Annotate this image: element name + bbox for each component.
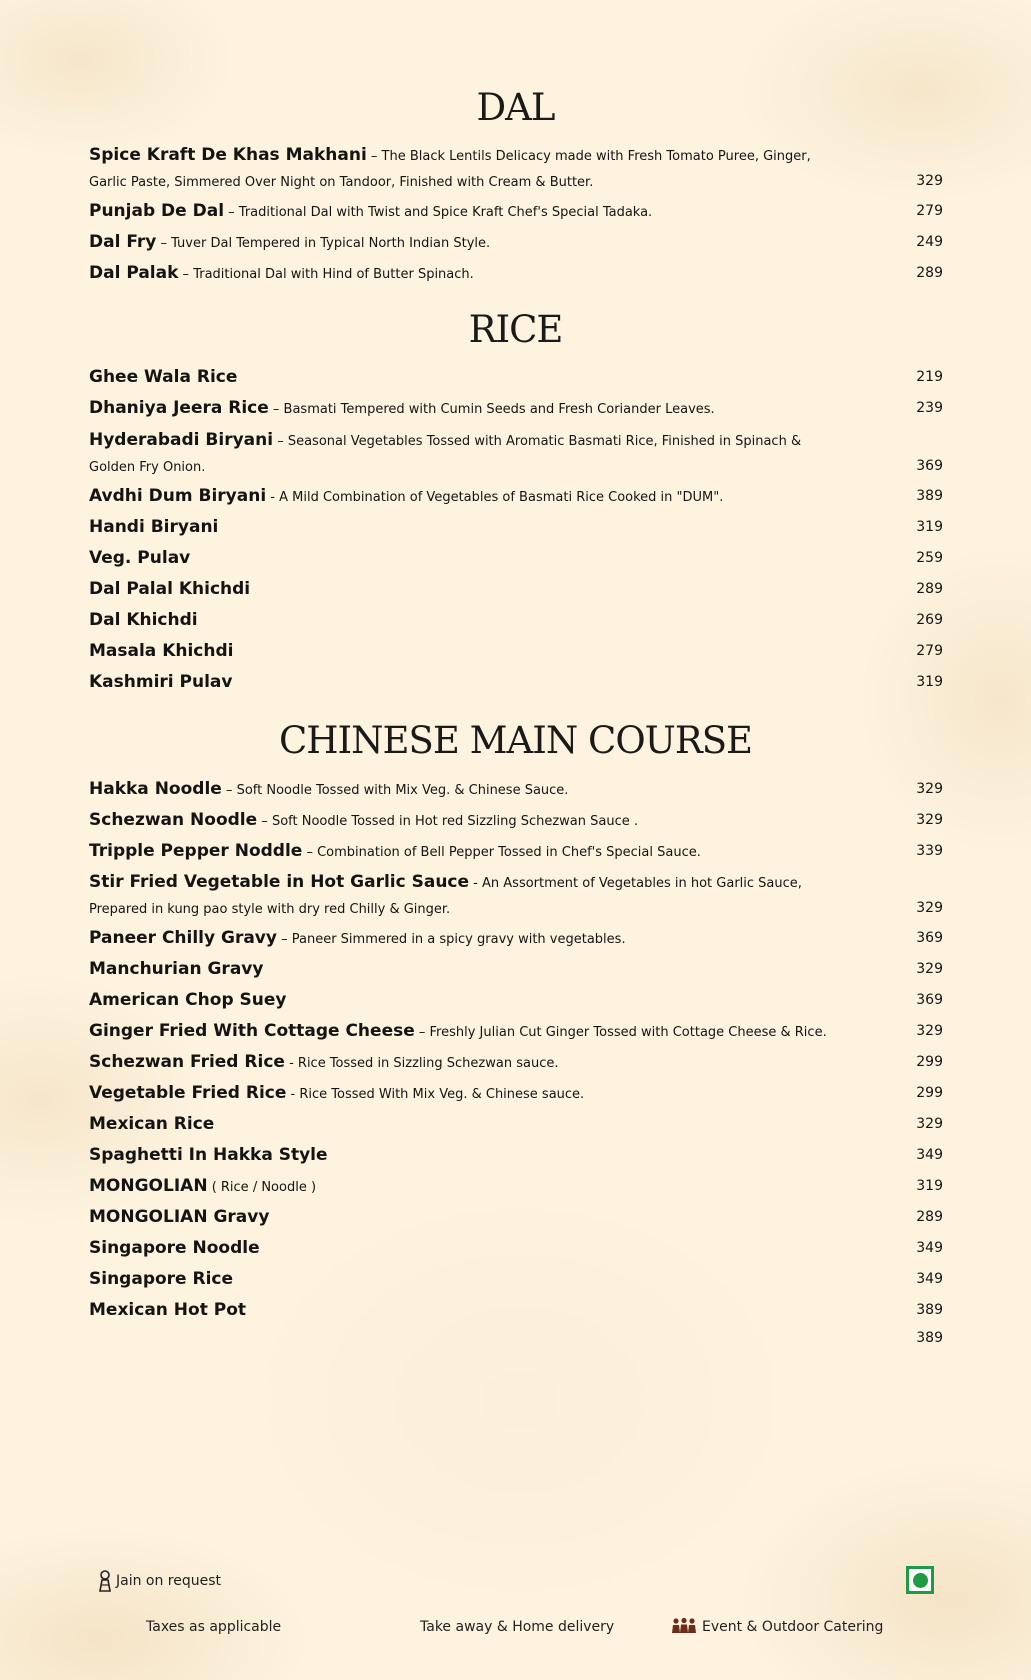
menu-item: Avdhi Dum Biryani - A Mild Combination of Vegetables of Basmati Rice Cooked in "DUM". 389 <box>89 486 943 506</box>
menu-item: Hyderabadi Biryani – Seasonal Vegetables Tossed with Aromatic Basmati Rice, Finished in Spinach & Golden Fry Onion. 369 <box>89 430 943 475</box>
item-price: 319 <box>916 1178 943 1194</box>
item-name: Mexican Rice <box>89 1114 215 1134</box>
item-name: Singapore Noodle <box>89 1238 260 1258</box>
menu-item <box>89 367 943 393</box>
menu-item <box>89 1145 943 1171</box>
item-price: 389 <box>916 488 943 504</box>
menu-item: Dal Fry – Tuver Dal Tempered in Typical North Indian Style. 249 <box>89 232 943 252</box>
item-name: Avdhi Dum Biryani <box>89 486 267 506</box>
menu-item <box>89 959 943 985</box>
item-description: An Assortment of Vegetables in hot Garlic Sauce, <box>482 876 802 891</box>
item-description: Rice Tossed in Sizzling Schezwan sauce. <box>297 1056 559 1071</box>
item-price: 299 <box>916 1054 943 1070</box>
item-name: Tripple Pepper Noddle <box>89 841 303 861</box>
menu-item: Punjab De Dal – Traditional Dal with Twist and Spice Kraft Chef's Special Tadaka. 279 <box>89 201 943 221</box>
menu-item <box>89 579 943 605</box>
item-name: MONGOLIAN <box>89 1176 208 1196</box>
item-description: Traditional Dal with Hind of Butter Spinach. <box>193 267 474 282</box>
item-description: Soft Noodle Tossed in Hot red Sizzling Schezwan Sauce . <box>271 814 639 829</box>
item-description: Traditional Dal with Twist and Spice Kraft Chef's Special Tadaka. <box>238 205 653 220</box>
item-name: Handi Biryani <box>89 517 219 537</box>
item-name: Ginger Fried With Cottage Cheese <box>89 1021 415 1041</box>
item-price: 329 <box>916 173 943 189</box>
item-price: 289 <box>916 265 943 281</box>
item-name: Schezwan Noodle <box>89 810 258 830</box>
item-name: Singapore Rice <box>89 1269 234 1289</box>
menu-item <box>89 1269 943 1295</box>
catering-note: Event & Outdoor Catering <box>702 1619 884 1635</box>
menu-item: Dal Palak – Traditional Dal with Hind of Butter Spinach. 289 <box>89 263 943 283</box>
item-description: Soft Noodle Tossed with Mix Veg. & Chinese Sauce. <box>236 783 569 798</box>
menu-item: Schezwan Noodle – Soft Noodle Tossed in Hot red Sizzling Schezwan Sauce . 329 <box>89 810 943 830</box>
item-name: Punjab De Dal <box>89 201 225 221</box>
menu-item: Vegetable Fried Rice - Rice Tossed With Mix Veg. & Chinese sauce. 299 <box>89 1083 943 1103</box>
item-price: 349 <box>916 1240 943 1256</box>
item-name: Dal Palak <box>89 263 179 283</box>
item-price: 219 <box>916 369 943 385</box>
item-name: Kashmiri Pulav <box>89 672 233 692</box>
menu-item <box>89 990 943 1016</box>
item-description: Paneer Simmered in a spicy gravy with vegetables. <box>291 932 626 947</box>
menu-item: Dhaniya Jeera Rice – Basmati Tempered with Cumin Seeds and Fresh Coriander Leaves. 239 <box>89 398 943 418</box>
menu-item <box>89 517 943 543</box>
item-price: 329 <box>916 961 943 977</box>
menu-item <box>89 1238 943 1264</box>
item-name: Dhaniya Jeera Rice <box>89 398 269 418</box>
menu-item: Paneer Chilly Gravy – Paneer Simmered in a spicy gravy with vegetables. 369 <box>89 928 943 948</box>
item-price: 329 <box>916 900 943 916</box>
item-price: 349 <box>916 1271 943 1287</box>
item-description: A Mild Combination of Vegetables of Basmati Rice Cooked in "DUM". <box>279 490 724 505</box>
item-description: Freshly Julian Cut Ginger Tossed with Cottage Cheese & Rice. <box>429 1025 827 1040</box>
item-price: 279 <box>916 203 943 219</box>
item-name: Veg. Pulav <box>89 548 191 568</box>
item-price: 329 <box>916 1116 943 1132</box>
item-description: The Black Lentils Delicacy made with Fresh Tomato Puree, Ginger, <box>381 149 811 164</box>
item-description: ( Rice / Noodle ) <box>211 1180 317 1195</box>
trailing-price: 389 <box>916 1330 943 1346</box>
item-price: 269 <box>916 612 943 628</box>
item-name: Manchurian Gravy <box>89 959 264 979</box>
section-title-chinese: CHINESE MAIN COURSE <box>278 719 753 762</box>
veg-dot <box>913 1573 928 1588</box>
item-price: 279 <box>916 643 943 659</box>
delivery-note: Take away & Home delivery <box>420 1619 615 1635</box>
taxes-note: Taxes as applicable <box>146 1619 282 1635</box>
item-name: Masala Khichdi <box>89 641 234 661</box>
menu-item <box>89 1300 943 1326</box>
item-description: Rice Tossed With Mix Veg. & Chinese sauce. <box>299 1087 585 1102</box>
item-price: 329 <box>916 781 943 797</box>
item-price: 319 <box>916 674 943 690</box>
item-name: Schezwan Fried Rice <box>89 1052 285 1072</box>
item-price: 339 <box>916 843 943 859</box>
item-price: 239 <box>916 400 943 416</box>
item-price: 289 <box>916 581 943 597</box>
item-description: Combination of Bell Pepper Tossed in Chef's Special Sauce. <box>317 845 701 860</box>
item-price: 319 <box>916 519 943 535</box>
jain-note: Jain on request <box>116 1573 222 1589</box>
item-price: 369 <box>916 458 943 474</box>
menu-item <box>89 1207 943 1233</box>
item-price: 369 <box>916 930 943 946</box>
item-name: Paneer Chilly Gravy <box>89 928 277 948</box>
item-name: Spaghetti In Hakka Style <box>89 1145 328 1165</box>
item-price: 389 <box>916 1302 943 1318</box>
item-price: 369 <box>916 992 943 1008</box>
item-description: Tuver Dal Tempered in Typical North Indian Style. <box>171 236 491 251</box>
item-name: Dal Fry <box>89 232 157 252</box>
veg-symbol-icon <box>906 1566 934 1594</box>
item-name: Dal Palal Khichdi <box>89 579 251 599</box>
menu-item <box>89 641 943 667</box>
menu-item: Spice Kraft De Khas Makhani – The Black Lentils Delicacy made with Fresh Tomato Puree, Ginger, Garlic Paste, Simmered Over Night on Tandoor, Finished with Cream & Butter. 329 <box>89 145 943 190</box>
item-name: Ghee Wala Rice <box>89 367 238 387</box>
item-price: 289 <box>916 1209 943 1225</box>
menu-item <box>89 1114 943 1140</box>
menu-item <box>89 672 943 698</box>
catering-icon <box>671 1617 697 1633</box>
item-name: MONGOLIAN Gravy <box>89 1207 270 1227</box>
item-name: Stir Fried Vegetable in Hot Garlic Sauce <box>89 872 470 892</box>
item-price: 249 <box>916 234 943 250</box>
jain-symbol-icon <box>97 1570 113 1592</box>
item-name: American Chop Suey <box>89 990 287 1010</box>
item-name: Hakka Noodle <box>89 779 222 799</box>
item-name: Hyderabadi Biryani <box>89 430 274 450</box>
menu-item: Ginger Fried With Cottage Cheese – Freshly Julian Cut Ginger Tossed with Cottage Cheese & Rice. 329 <box>89 1021 943 1041</box>
item-name: Spice Kraft De Khas Makhani <box>89 145 367 165</box>
trailing-price-row <box>89 1328 943 1354</box>
item-price: 349 <box>916 1147 943 1163</box>
item-price: 329 <box>916 1023 943 1039</box>
item-name: Dal Khichdi <box>89 610 198 630</box>
item-description: Seasonal Vegetables Tossed with Aromatic Basmati Rice, Finished in Spinach & <box>287 434 802 449</box>
section-title-dal: DAL <box>476 86 555 129</box>
item-description: Basmati Tempered with Cumin Seeds and Fresh Coriander Leaves. <box>283 402 715 417</box>
menu-item <box>89 548 943 574</box>
menu-item: Tripple Pepper Noddle – Combination of Bell Pepper Tossed in Chef's Special Sauce. 339 <box>89 841 943 861</box>
menu-item <box>89 610 943 636</box>
menu-item: Hakka Noodle – Soft Noodle Tossed with Mix Veg. & Chinese Sauce. 329 <box>89 779 943 799</box>
item-description-cont: Garlic Paste, Simmered Over Night on Tandoor, Finished with Cream & Butter. <box>89 175 594 190</box>
menu-item: Schezwan Fried Rice - Rice Tossed in Sizzling Schezwan sauce. 299 <box>89 1052 943 1072</box>
item-price: 259 <box>916 550 943 566</box>
section-title-rice: RICE <box>468 308 563 351</box>
item-price: 299 <box>916 1085 943 1101</box>
item-description-cont: Prepared in kung pao style with dry red Chilly & Ginger. <box>89 902 451 917</box>
menu-item <box>89 1176 943 1202</box>
item-price: 329 <box>916 812 943 828</box>
item-description-cont: Golden Fry Onion. <box>89 460 206 475</box>
item-name: Vegetable Fried Rice <box>89 1083 287 1103</box>
menu-item: Stir Fried Vegetable in Hot Garlic Sauce - An Assortment of Vegetables in hot Garlic Sauce, Prepared in kung pao style with dry red Chilly & Ginger. 329 <box>89 872 943 917</box>
item-name: Mexican Hot Pot <box>89 1300 247 1320</box>
